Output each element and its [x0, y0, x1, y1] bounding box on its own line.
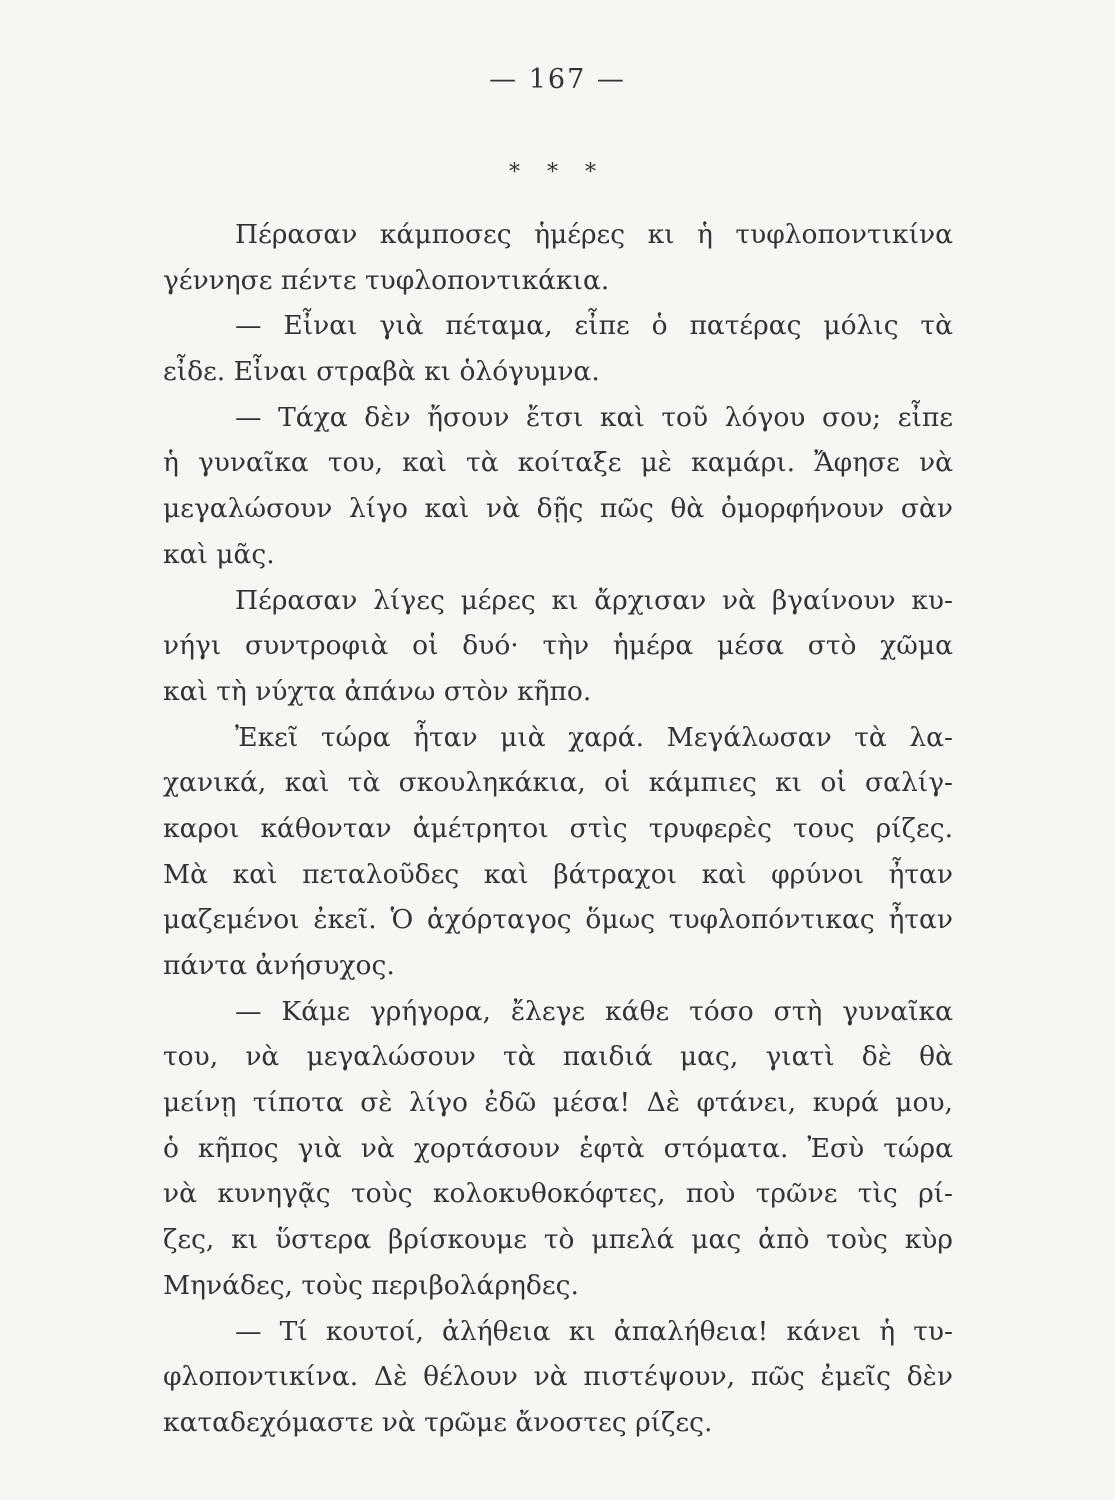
text-line: — Τί κουτοί, ἀλήθεια κι ἀπαλήθεια! κάνει ἡ τυ- — [235, 1315, 953, 1347]
page-number: — 167 — — [489, 64, 626, 95]
text-line: νὰ κυνηγᾷς τοὺς κολοκυθοκόφτες, ποὺ τρῶνε τὶς ρί- — [163, 1178, 953, 1210]
text-line: Πέρασαν κάμποσες ἡμέρες κι ἡ τυφλοποντικίνα — [235, 219, 953, 250]
text-line: — Κάμε γρήγορα, ἔλεγε κάθε τόσο στὴ γυναῖκα — [235, 995, 953, 1027]
text-line: — Εἶναι γιὰ πέταμα, εἶπε ὁ πατέρας μόλις τὰ — [235, 310, 953, 342]
text-line: καὶ τὴ νύχτα ἀπάνω στὸν κῆπο. — [163, 675, 592, 707]
text-line: πάντα ἀνήσυχος. — [163, 950, 395, 981]
body-text — [163, 212, 953, 1446]
text-line: ὁ κῆπος γιὰ νὰ χορτάσουν ἑφτὰ στόματα. Ἐσὺ τώρα — [163, 1132, 953, 1164]
text-line: του, νὰ μεγαλώσουν τὰ παιδιά μας, γιατὶ δὲ θὰ — [163, 1041, 953, 1073]
text-line: Πέρασαν λίγες μέρες κι ἄρχισαν νὰ βγαίνουν κυ- — [235, 584, 953, 616]
text-line: Μὰ καὶ πεταλοῦδες καὶ βάτραχοι καὶ φρύνοι ἦταν — [163, 858, 953, 890]
text-line: χανικά, καὶ τὰ σκουληκάκια, οἱ κάμπιες κι οἱ σαλίγ- — [163, 767, 953, 799]
text-line: μεγαλώσουν λίγο καὶ νὰ δῇς πῶς θὰ ὀμορφήνουν σὰν — [163, 493, 953, 525]
section-break: * * * — [509, 160, 606, 185]
text-line: καροι κάθονταν ἀμέτρητοι στὶς τρυφερὲς τους ρίζες. — [163, 812, 953, 844]
text-line: νήγι συντροφιὰ οἱ δυό· τὴν ἡμέρα μέσα στὸ χῶμα — [163, 630, 953, 662]
text-line: μαζεμένοι ἐκεῖ. Ὁ ἀχόρταγος ὅμως τυφλοπόντικας ἦταν — [163, 904, 953, 936]
text-line: Ἐκεῖ τώρα ἦταν μιὰ χαρά. Μεγάλωσαν τὰ λα- — [235, 721, 953, 753]
text-line: μείνῃ τίποτα σὲ λίγο ἐδῶ μέσα! Δὲ φτάνει, κυρά μου, — [163, 1087, 953, 1119]
text-line: ἡ γυναῖκα του, καὶ τὰ κοίταξε μὲ καμάρι. Ἄφησε νὰ — [163, 447, 953, 479]
text-line: Μηνάδες, τοὺς περιβολάρηδες. — [163, 1269, 579, 1301]
text-line: καταδεχόμαστε νὰ τρῶμε ἄνοστες ρίζες. — [163, 1406, 713, 1438]
text-line: γέννησε πέντε τυφλοποντικάκια. — [163, 264, 610, 296]
text-line: καὶ μᾶς. — [163, 538, 275, 570]
text-line: ζες, κι ὕστερα βρίσκουμε τὸ μπελά μας ἀπὸ τοὺς κὺρ — [163, 1224, 953, 1256]
text-line: — Τάχα δὲν ἤσουν ἔτσι καὶ τοῦ λόγου σου; εἶπε — [235, 401, 953, 433]
text-line: φλοποντικίνα. Δὲ θέλουν νὰ πιστέψουν, πῶς ἐμεῖς δὲν — [163, 1361, 953, 1393]
text-line: εἶδε. Εἶναι στραβὰ κι ὁλόγυμνα. — [163, 356, 600, 388]
